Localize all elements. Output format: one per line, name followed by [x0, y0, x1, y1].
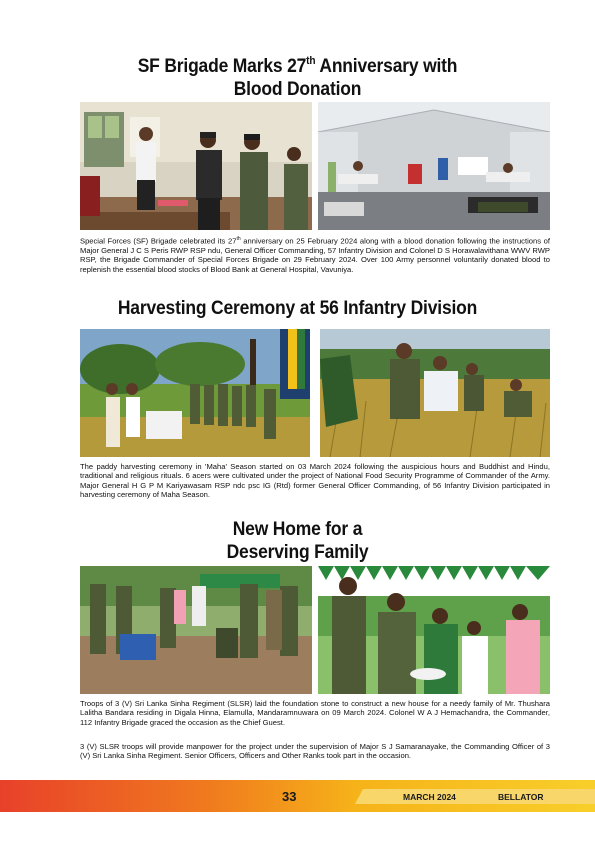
article3-title: New Home for a Deserving Family — [226, 519, 369, 563]
article2-title: Harvesting Ceremony at 56 Infantry Division — [117, 298, 478, 319]
footer-tab — [355, 789, 595, 804]
foundation-stone-photo — [80, 566, 312, 694]
blood-donation-photo — [318, 102, 550, 230]
article3-body-2: 3 (V) SLSR troops will provide manpower for the project under the supervision of Major S J Samaranayake, the Commanding Officer of 3 (V) Sri Lanka Sinha Regiment. Senior Officers, Officers and Other Ranks took part in the occasion. — [80, 742, 550, 761]
article2-body: The paddy harvesting ceremony in 'Maha' Season started on 03 March 2024 following the auspicious hours and Buddhist and Hindu, traditional and religious rituals. 6 acers were cultivated under the project of National Food Security Programme of Commander of the Army. Major General H G P M Kariyawasam RSP ndc psc IG (Rtd) former General Officer Commanding, of 56 Infantry Division participated in harvesting ceremony of Maha Season. — [80, 462, 550, 500]
handshake-photo — [80, 102, 312, 230]
article1-body: Special Forces (SF) Brigade celebrated its 27th anniversary on 25 February 2024 along with a blood donation following the instructions of Major General J C S Peris RWP RSP ndu, General Officer Commanding, 57 Infantry Division and Colonel D S Horawalavithana WWV RWP RSP, the Brigade Commander of Special Forces Brigade on 29 February 2024. Over 100 Army personnel voluntarily donated blood to replenish the essential blood stocks of Blood Bank at General Hospital, Vavuniya. — [80, 236, 550, 274]
page-footer — [0, 780, 595, 812]
handover-photo — [318, 566, 550, 694]
paddy-field-photo — [320, 329, 550, 457]
issue-date: MARCH 2024 — [403, 792, 456, 802]
magazine-name: BELLATOR — [498, 792, 544, 802]
page-number: 33 — [282, 789, 297, 804]
article3-body-1: Troops of 3 (V) Sri Lanka Sinha Regiment (SLSR) laid the foundation stone to construct a new house for a needy family of Mr. Thushara Lalitha Bandara residing in Digala Hinna, Elamulla, Mandaramnuwara on 09 March 2024. Colonel W A J Hemachandra, the Commander, 112 Infantry Brigade graced the occasion as the Chief Guest. — [80, 699, 550, 727]
article1-title: SF Brigade Marks 27th Anniversary with Blood Donation — [137, 55, 458, 100]
harvest-ritual-photo — [80, 329, 310, 457]
